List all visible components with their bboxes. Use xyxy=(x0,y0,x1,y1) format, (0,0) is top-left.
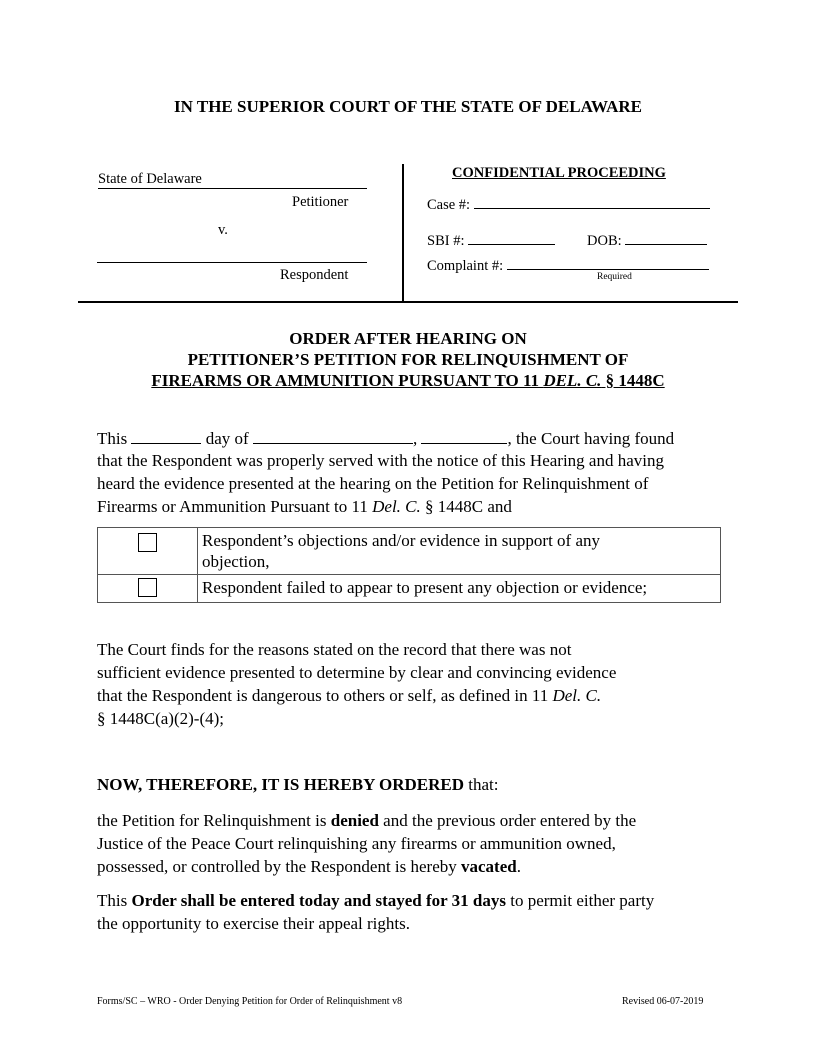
petition-vacated: vacated xyxy=(461,857,517,876)
findings-line3-citation: Del. C. xyxy=(552,686,602,705)
option-text-cell xyxy=(198,528,721,575)
petition-l3-period: . xyxy=(516,857,521,876)
option-row-objections xyxy=(98,528,721,575)
stay-l1-part3: to permit either party xyxy=(505,891,655,910)
case-number-field[interactable] xyxy=(474,194,710,209)
failed-to-appear-text: Respondent failed to appear to present any objection or evidence; xyxy=(202,578,648,597)
sbi-field[interactable] xyxy=(468,230,555,245)
option-checkbox-cell xyxy=(98,528,198,575)
heading-line3-citation: DEL. C. xyxy=(543,371,602,390)
stay-bold: Order shall be entered today and stayed for 31 days xyxy=(131,891,506,910)
findings-line2: sufficient evidence presented to determine by clear and convincing evidence xyxy=(97,663,617,682)
intro-line1 xyxy=(97,426,674,450)
complaint-field[interactable] xyxy=(507,255,709,270)
complaint-label: Complaint #: xyxy=(427,258,504,274)
year-field[interactable] xyxy=(421,426,507,444)
petition-l1-part1: the Petition for Relinquishment is xyxy=(97,811,331,830)
confidential-heading: CONFIDENTIAL PROCEEDING xyxy=(452,165,666,181)
stay-l1-part1: This xyxy=(97,891,132,910)
intro-line4-citation: Del. C. xyxy=(372,497,421,516)
intro-this: This xyxy=(97,429,128,448)
ordered-rest: that: xyxy=(464,775,499,794)
heading-line3-part3: § 1448C xyxy=(601,371,665,390)
caption-divider xyxy=(402,164,404,302)
dob-row xyxy=(587,230,707,250)
options-table xyxy=(97,527,721,603)
month-field[interactable] xyxy=(253,426,413,444)
footer-revised: Revised 06-07-2019 xyxy=(622,996,704,1007)
option-row-failed-to-appear xyxy=(98,575,721,603)
petitioner-label: Petitioner xyxy=(292,194,349,210)
objections-text-line2: objection, xyxy=(202,552,270,571)
heading-line3-part1: FIREARMS OR AMMUNITION PURSUANT TO 11 xyxy=(151,371,544,390)
complaint-row xyxy=(427,255,709,275)
petitioner-name: State of Delaware xyxy=(98,171,202,187)
caption-bottom-rule xyxy=(78,301,738,303)
petition-line1 xyxy=(97,809,636,832)
required-note: Required xyxy=(597,272,632,282)
day-field[interactable] xyxy=(131,426,201,444)
petition-line3 xyxy=(97,855,521,878)
intro-comma: , xyxy=(412,429,418,448)
option-text-cell xyxy=(198,575,721,603)
order-heading-line2: PETITIONER’S PETITION FOR RELINQUISHMENT OF xyxy=(187,350,629,369)
objections-text-line1: Respondent’s objections and/or evidence in support of any xyxy=(202,531,600,550)
respondent-name-field[interactable] xyxy=(97,262,367,263)
objections-checkbox[interactable] xyxy=(138,533,157,552)
order-heading-line1: ORDER AFTER HEARING ON xyxy=(289,329,527,348)
intro-line4 xyxy=(97,495,512,518)
stay-line1 xyxy=(97,889,654,912)
sbi-label: SBI #: xyxy=(427,233,465,249)
intro-line3: heard the evidence presented at the hearing on the Petition for Relinquishment of xyxy=(97,474,649,493)
petition-l1-part3: and the previous order entered by the xyxy=(378,811,637,830)
findings-line4: § 1448C(a)(2)-(4); xyxy=(97,709,224,728)
intro-line2: that the Respondent was properly served with the notice of this Hearing and having xyxy=(97,451,664,470)
ordered-line xyxy=(97,773,498,796)
dob-field[interactable] xyxy=(625,230,707,245)
petition-denied: denied xyxy=(330,811,379,830)
intro-day-of: day of xyxy=(205,429,249,448)
versus-label: v. xyxy=(218,222,228,238)
intro-finding: , the Court having found xyxy=(507,429,675,448)
case-number-label: Case #: xyxy=(427,197,471,213)
dob-label: DOB: xyxy=(587,233,622,249)
stay-line2: the opportunity to exercise their appeal rights. xyxy=(97,914,410,933)
petition-l3-part1: possessed, or controlled by the Respondent is hereby xyxy=(97,857,462,876)
failed-to-appear-checkbox[interactable] xyxy=(138,578,157,597)
footer-form-id: Forms/SC – WRO - Order Denying Petition for Order of Relinquishment v8 xyxy=(97,996,403,1007)
petition-line2: Justice of the Peace Court relinquishing any firearms or ammunition owned, xyxy=(97,834,616,853)
order-heading-line3 xyxy=(0,371,816,391)
case-number-row xyxy=(427,194,710,214)
findings-line3-part1: that the Respondent is dangerous to others or self, as defined in 11 xyxy=(97,686,553,705)
findings-line3 xyxy=(97,684,601,707)
intro-line4-part1: Firearms or Ammunition Pursuant to 11 xyxy=(97,497,373,516)
option-checkbox-cell xyxy=(98,575,198,603)
petitioner-name-field[interactable] xyxy=(98,171,367,189)
respondent-label: Respondent xyxy=(280,267,349,283)
sbi-row xyxy=(427,230,555,250)
court-title: IN THE SUPERIOR COURT OF THE STATE OF DELAWARE xyxy=(174,97,642,116)
ordered-bold: NOW, THEREFORE, IT IS HEREBY ORDERED xyxy=(97,775,465,794)
findings-line1: The Court finds for the reasons stated on the record that there was not xyxy=(97,640,572,659)
intro-line4-part3: § 1448C and xyxy=(420,497,512,516)
